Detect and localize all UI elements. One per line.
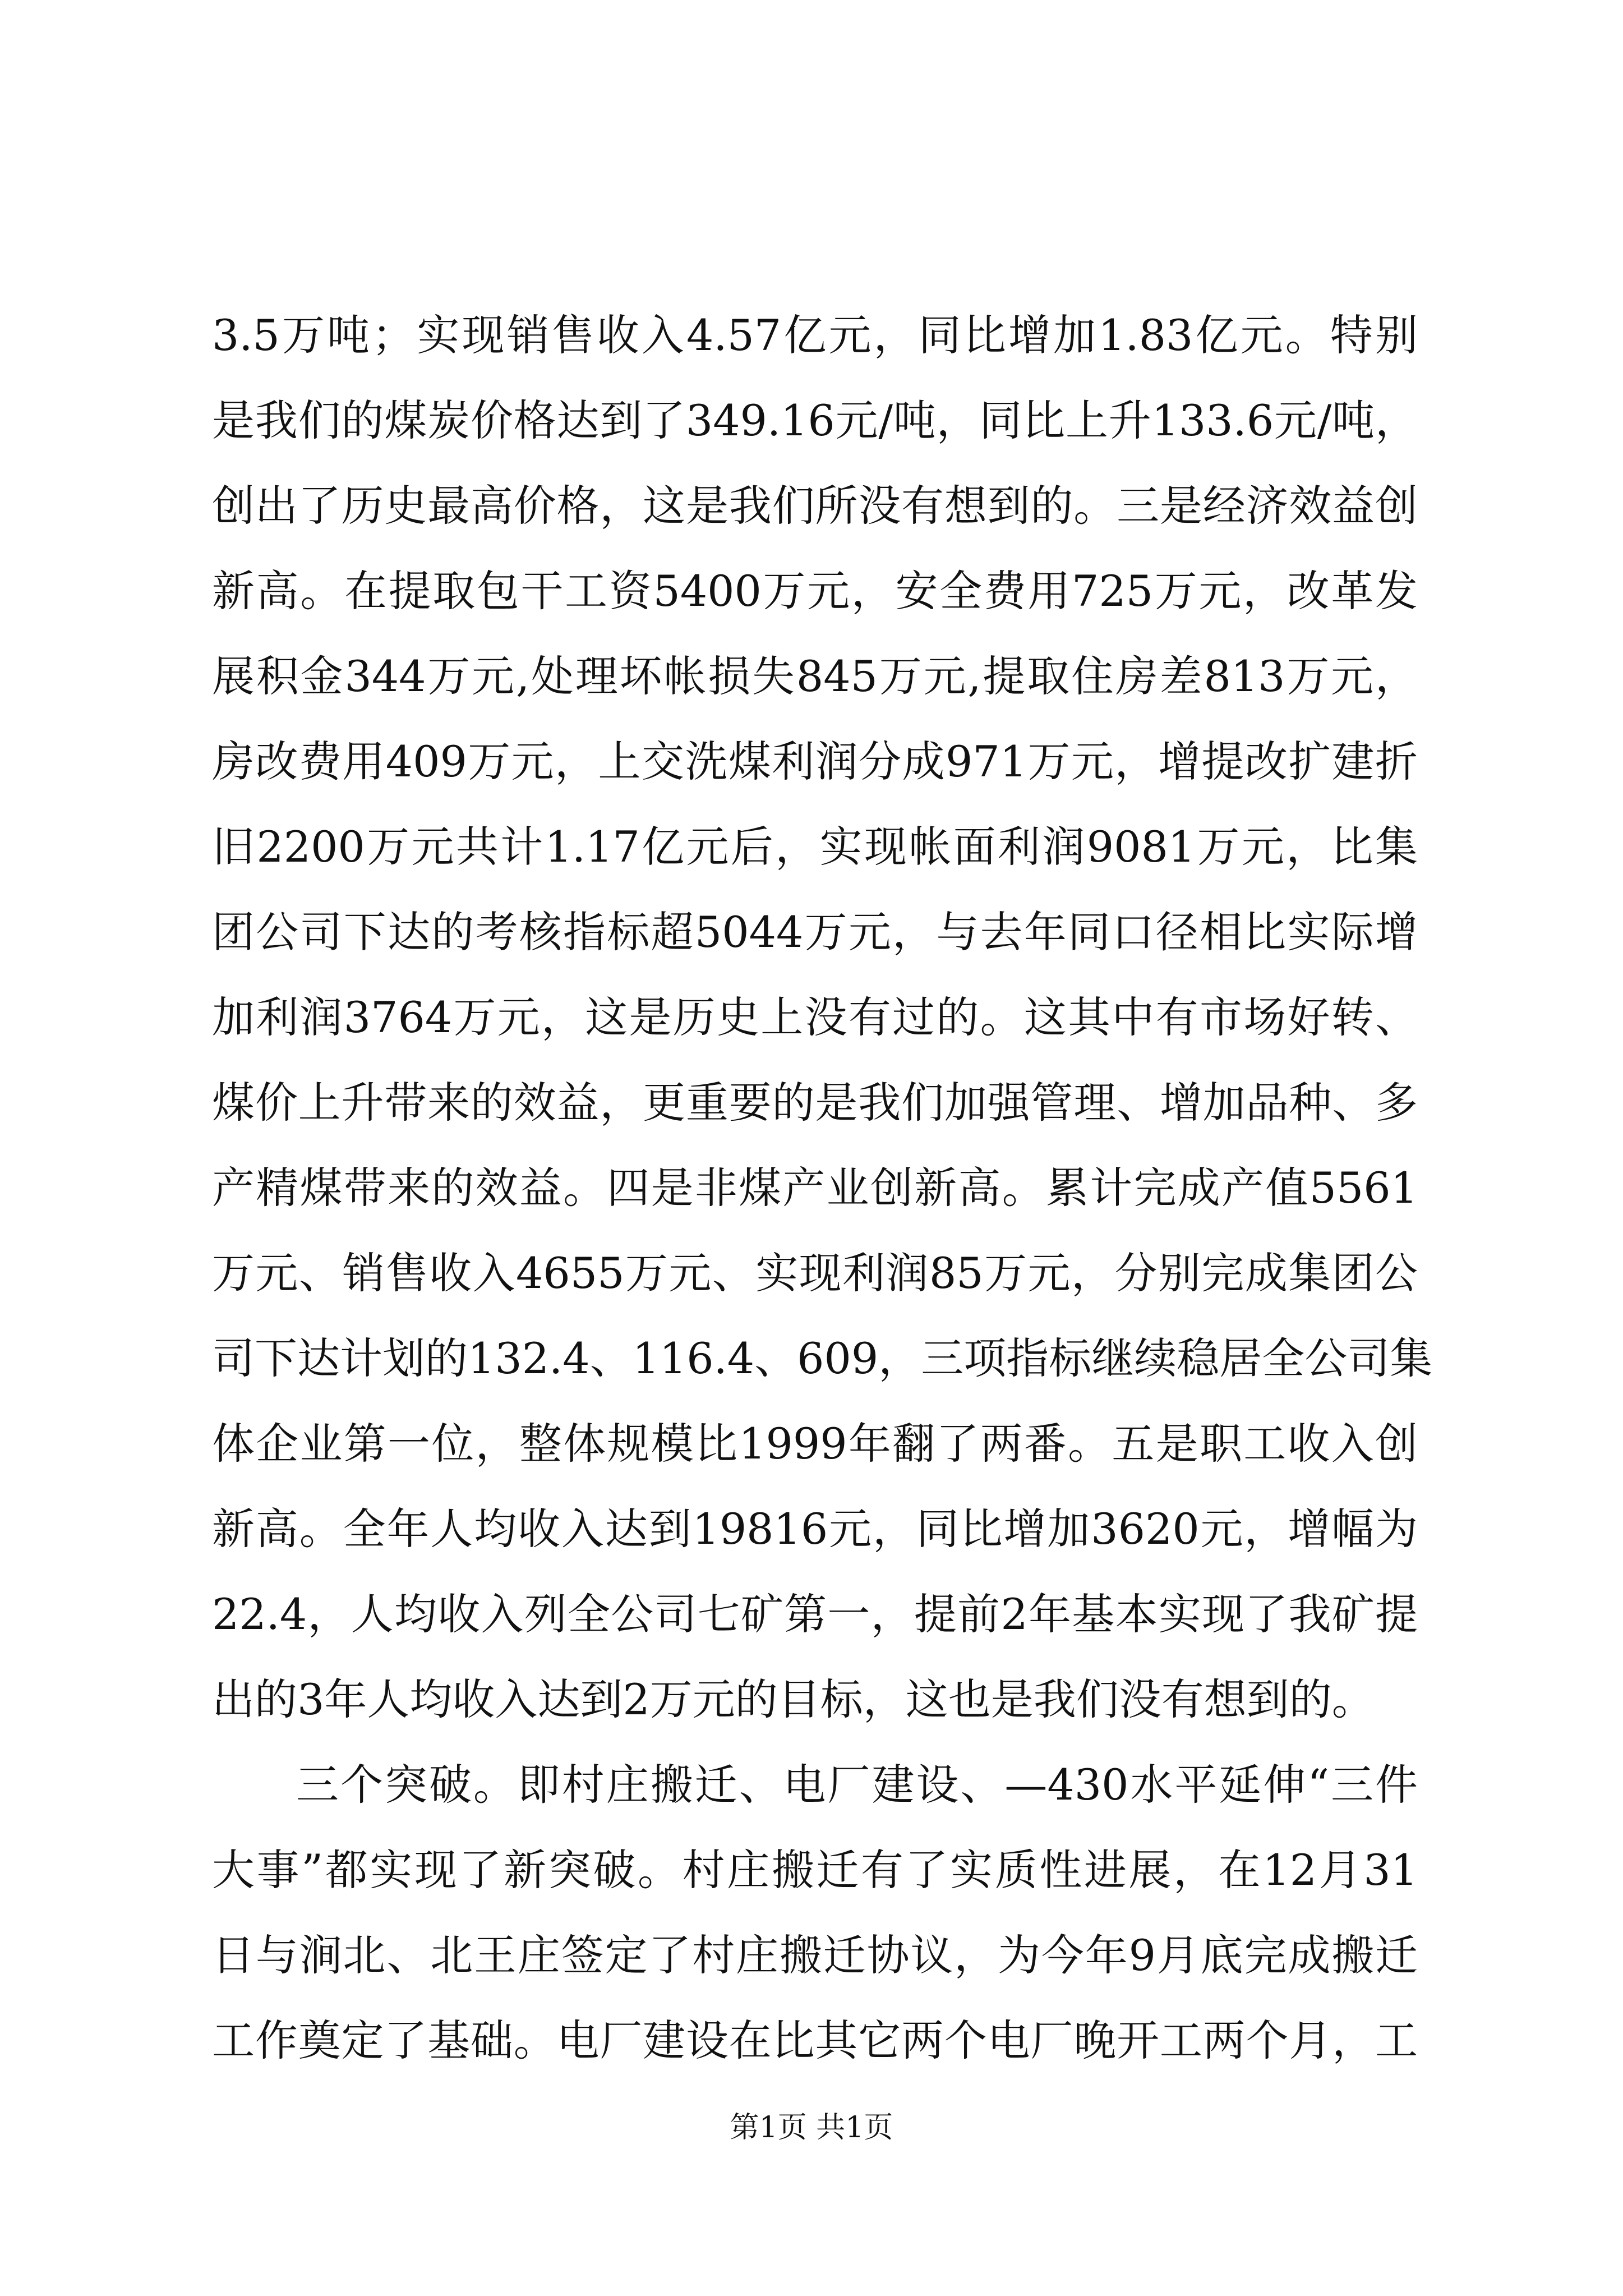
text-line-1: 3.5万吨；实现销售收入4.57亿元，同比增加1.83亿元。特别 xyxy=(212,310,1418,360)
text-line-12: 万元、销售收入4655万元、实现利润85万元，分别完成集团公 xyxy=(212,1248,1418,1298)
text-line-15: 新高。全年人均收入达到19816元，同比增加3620元，增幅为 xyxy=(212,1504,1418,1554)
text-line-6: 房改费用409万元，上交洗煤利润分成971万元，增提改扩建折 xyxy=(212,737,1418,786)
text-line-7: 旧2200万元共计1.17亿元后，实现帐面利润9081万元，比集 xyxy=(212,822,1418,872)
text-line-16: 22.4，人均收入列全公司七矿第一，提前2年基本实现了我矿提 xyxy=(212,1589,1418,1639)
text-line-10: 煤价上升带来的效益，更重要的是我们加强管理、增加品种、多 xyxy=(212,1078,1418,1128)
text-line-3: 创出了历史最高价格，这是我们所没有想到的。三是经济效益创 xyxy=(212,481,1418,531)
text-line-18: 三个突破。即村庄搬迁、电厂建设、—430水平延伸“三件 xyxy=(296,1760,1418,1810)
text-line-8: 团公司下达的考核指标超5044万元，与去年同口径相比实际增 xyxy=(212,907,1418,957)
text-line-11: 产精煤带来的效益。四是非煤产业创新高。累计完成产值5561 xyxy=(212,1163,1418,1213)
text-line-13: 司下达计划的132.4、116.4、609，三项指标继续稳居全公司集 xyxy=(212,1333,1433,1383)
text-line-2: 是我们的煤炭价格达到了349.16元/吨，同比上升133.6元/吨， xyxy=(212,395,1418,445)
body-text xyxy=(212,293,1433,2083)
text-line-19: 大事”都实现了新突破。村庄搬迁有了实质性进展，在12月31 xyxy=(212,1845,1418,1895)
text-line-21: 工作奠定了基础。电厂建设在比其它两个电厂晚开工两个月，工 xyxy=(212,2016,1418,2065)
text-line-4: 新高。在提取包干工资5400万元，安全费用725万元，改革发 xyxy=(212,566,1418,616)
page-footer: 第1页 共1页 xyxy=(730,2111,893,2145)
text-line-20: 日与涧北、北王庄签定了村庄搬迁协议，为今年9月底完成搬迁 xyxy=(212,1930,1418,1980)
text-line-5: 展积金344万元,处理坏帐损失845万元,提取住房差813万元， xyxy=(212,651,1418,701)
text-line-9: 加利润3764万元，这是历史上没有过的。这其中有市场好转、 xyxy=(212,992,1418,1042)
text-line-17: 出的3年人均收入达到2万元的目标，这也是我们没有想到的。 xyxy=(212,1674,1375,1724)
text-line-14: 体企业第一位，整体规模比1999年翻了两番。五是职工收入创 xyxy=(212,1419,1418,1469)
